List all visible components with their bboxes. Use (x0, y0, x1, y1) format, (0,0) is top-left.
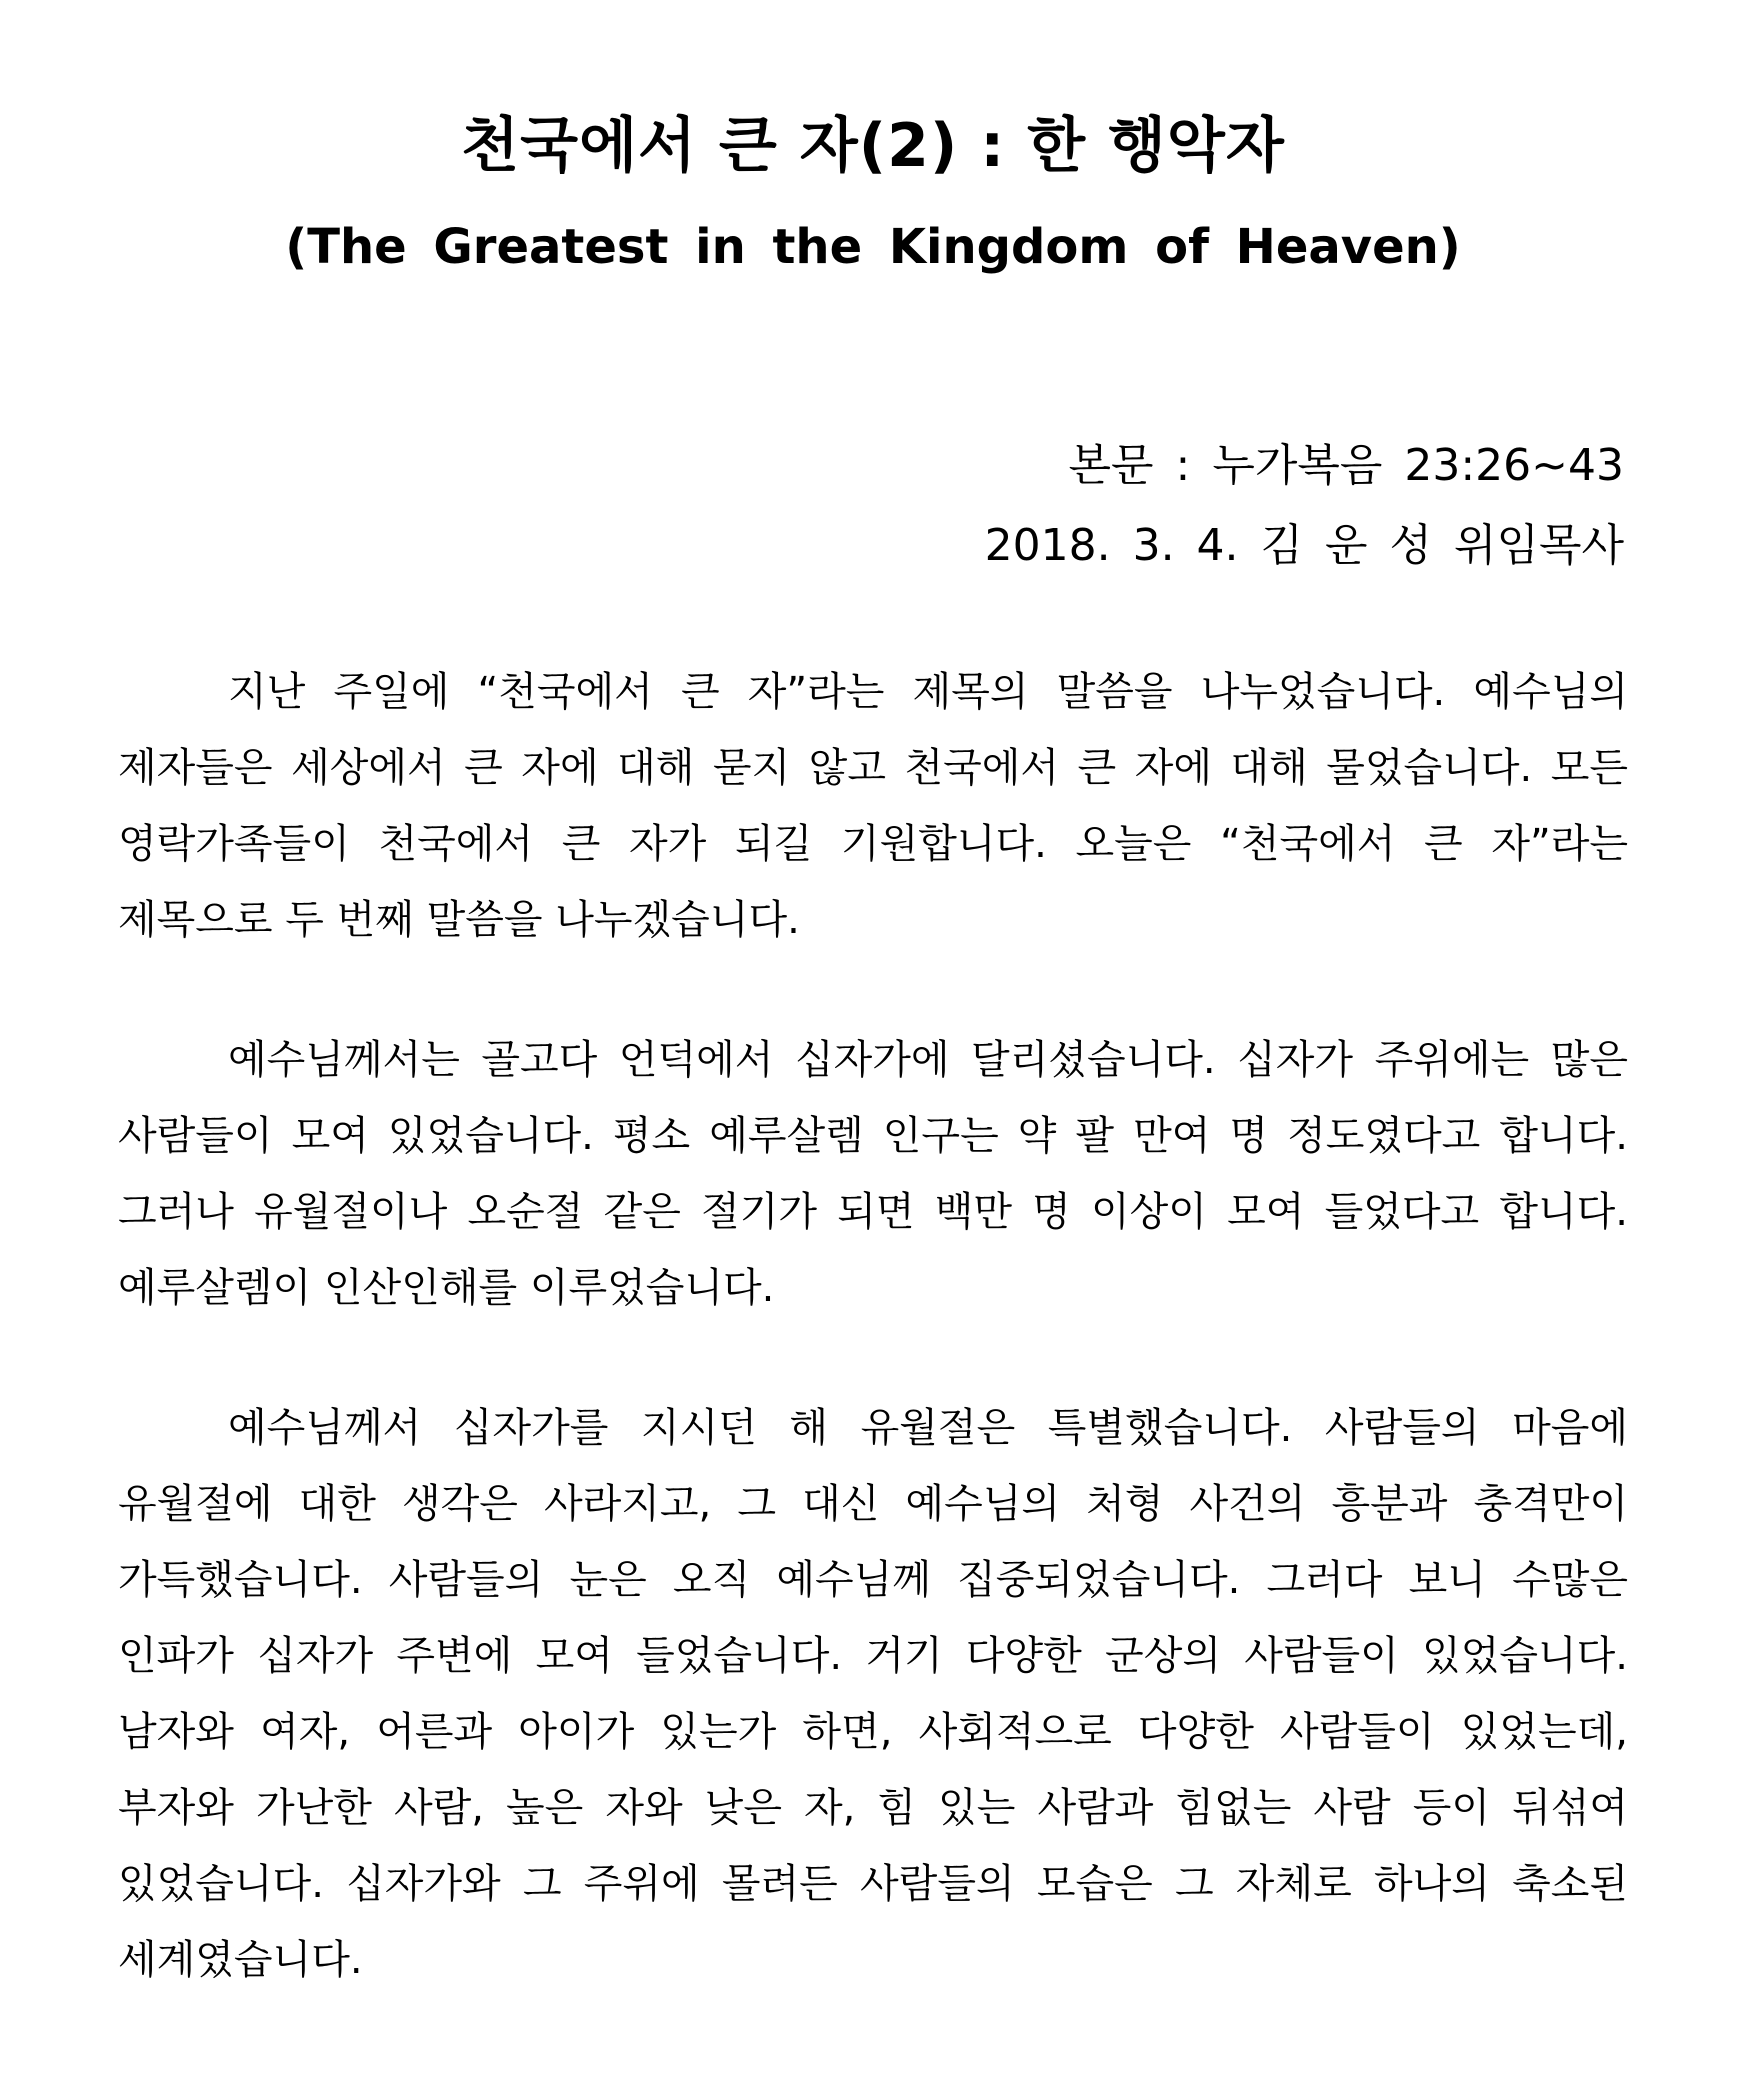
sermon-title: 천국에서 큰 자(2) : 한 행악자 (461, 111, 1285, 181)
paragraph-3: 예수님께서 십자가를 지시던 해 유월절은 특별했습니다. 사람들의 마음에 유월절에 대한 생각은 사라지고, 그 대신 예수님의 처형 사건의 흥분과 충격만이 가득했습니다. 사람들의 눈은 오직 예수님께 집중되었습니다. 그러다 보니 수많은 인파가 십자가 주변에 모여 들었습니다. 거기 다양한 군상의 사람들이 있었습니다. 남자와 여자, 어른과 아이가 있는가 하면, 사회적으로 다양한 사람들이 있었는데, 부자와 가난한 사람, 높은 자와 낮은 자, 힘 있는 사람과 힘없는 사람 등이 뒤섞여 있었습니다. 십자가와 그 주위에 몰려든 사람들의 모습은 그 자체로 하나의 축소된 세계였습니다. (118, 1405, 1628, 1983)
paragraph-1: 지난 주일에 “천국에서 큰 자”라는 제목의 말씀을 나누었습니다. 예수님의 제자들은 세상에서 큰 자에 대해 묻지 않고 천국에서 큰 자에 대해 물었습니다. 모든 영락가족들이 천국에서 큰 자가 되길 기원합니다. 오늘은 “천국에서 큰 자”라는 제목으로 두 번째 말씀을 나누겠습니다. (118, 669, 1628, 943)
scripture-reference: 본문 : 누가복음 23:26~43 (1068, 440, 1624, 491)
sermon-subtitle: (The Greatest in the Kingdom of Heaven) (285, 219, 1461, 275)
paragraph-2: 예수님께서는 골고다 언덕에서 십자가에 달리셨습니다. 십자가 주위에는 많은 사람들이 모여 있었습니다. 평소 예루살렘 인구는 약 팔 만여 명 정도였다고 합니다. 그러나 유월절이나 오순절 같은 절기가 되면 백만 명 이상이 모여 들었다고 합니다. 예루살렘이 인산인해를 이루었습니다. (118, 1037, 1628, 1311)
date-and-author: 2018. 3. 4. 김 운 성 위임목사 (984, 520, 1624, 571)
